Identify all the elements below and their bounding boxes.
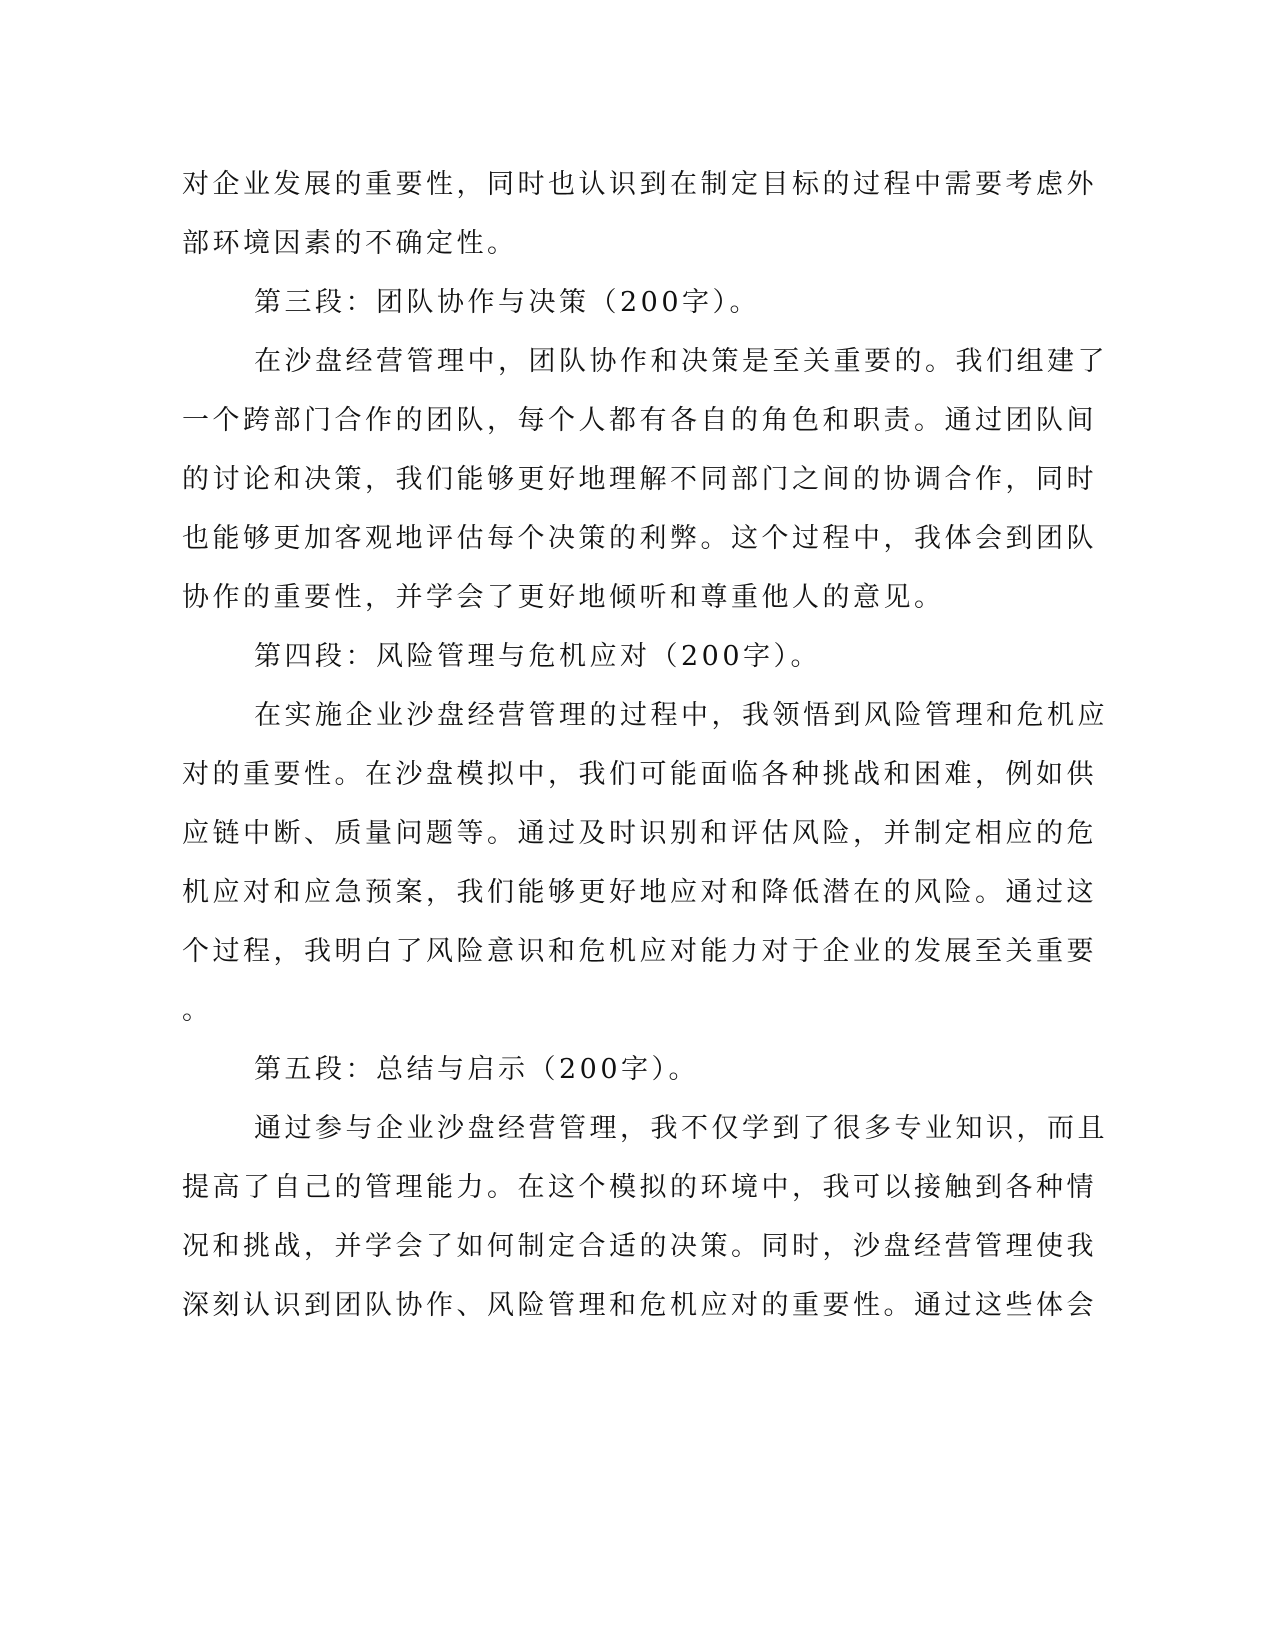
text-line: 机应对和应急预案，我们能够更好地应对和降低潜在的风险。通过这 — [182, 877, 1097, 908]
text-line: 部环境因素的不确定性。 — [182, 228, 518, 259]
text-line: 提高了自己的管理能力。在这个模拟的环境中，我可以接触到各种情 — [182, 1172, 1097, 1203]
document-page — [182, 155, 1108, 1335]
text-line: 对企业发展的重要性，同时也认识到在制定目标的过程中需要考虑外 — [182, 169, 1097, 200]
text-line: 深刻认识到团队协作、风险管理和危机应对的重要性。通过这些体会 — [182, 1290, 1097, 1321]
text-line: 对的重要性。在沙盘模拟中，我们可能面临各种挑战和困难，例如供 — [182, 759, 1097, 790]
text-line: 在沙盘经营管理中，团队协作和决策是至关重要的。我们组建了 — [254, 346, 1108, 377]
section-heading: 第四段：风险管理与危机应对（200字）。 — [254, 641, 822, 672]
text-line: 。 — [182, 995, 213, 1026]
section-heading: 第三段：团队协作与决策（200字）。 — [254, 287, 761, 318]
text-line: 通过参与企业沙盘经营管理，我不仅学到了很多专业知识，而且 — [254, 1113, 1108, 1144]
text-line: 在实施企业沙盘经营管理的过程中，我领悟到风险管理和危机应 — [254, 700, 1108, 731]
text-line: 一个跨部门合作的团队，每个人都有各自的角色和职责。通过团队间 — [182, 405, 1097, 436]
section-heading: 第五段：总结与启示（200字）。 — [254, 1054, 700, 1085]
text-line: 协作的重要性，并学会了更好地倾听和尊重他人的意见。 — [182, 582, 945, 613]
text-line: 况和挑战，并学会了如何制定合适的决策。同时，沙盘经营管理使我 — [182, 1231, 1097, 1262]
text-line: 应链中断、质量问题等。通过及时识别和评估风险，并制定相应的危 — [182, 818, 1097, 849]
text-line: 个过程，我明白了风险意识和危机应对能力对于企业的发展至关重要 — [182, 936, 1097, 967]
text-line: 的讨论和决策，我们能够更好地理解不同部门之间的协调合作，同时 — [182, 464, 1097, 495]
text-line: 也能够更加客观地评估每个决策的利弊。这个过程中，我体会到团队 — [182, 523, 1097, 554]
